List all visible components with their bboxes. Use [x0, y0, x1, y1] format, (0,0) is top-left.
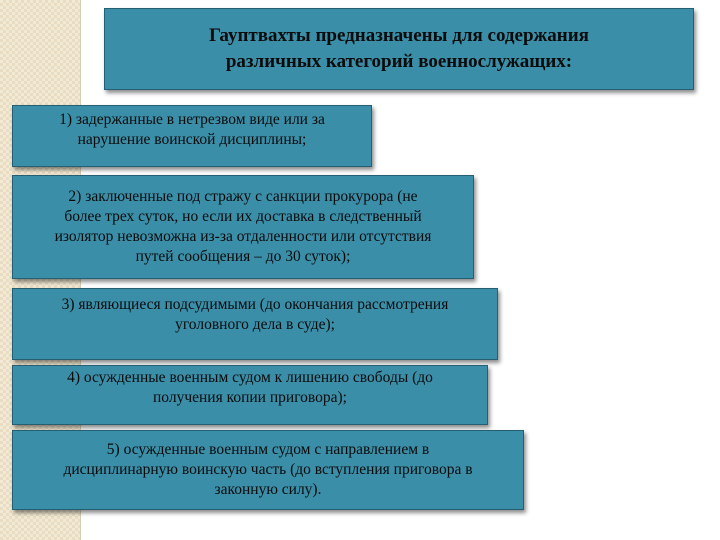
category-2-line-4: путей сообщения – до 30 суток);: [135, 248, 351, 265]
category-2-line-3: изолятор невозможна из-за отдаленности или отсутствия: [54, 228, 432, 245]
connector-item-3: [498, 91, 592, 322]
category-box-4: [12, 365, 488, 425]
connector-item-5: [524, 91, 592, 470]
category-box-2: [12, 175, 474, 279]
category-2-line-1: 2) заключенные под стражу с санкции прокурора (не: [68, 188, 418, 205]
category-box-3: [12, 288, 498, 360]
category-5-line-3: законную силу).: [214, 481, 322, 498]
category-box-5: [12, 430, 524, 510]
connector-item-1: [372, 91, 592, 106]
heading-box: [104, 8, 694, 90]
category-1-line-1: 1) задержанные в нетрезвом виде или за: [59, 111, 325, 128]
category-1-line-2: нарушение воинской дисциплины;: [77, 131, 307, 148]
category-4-line-1: 4) осужденные военным судом к лишению свободы (до: [67, 369, 433, 386]
connector-item-4: [488, 91, 592, 395]
category-2-line-2: более трех суток, но если их доставка в следственный: [64, 208, 422, 225]
category-5-line-2: дисциплинарную воинскую часть (до вступления приговора в: [63, 461, 473, 478]
connector-item-2: [474, 91, 592, 222]
category-3-line-2: уголовного дела в суде);: [175, 316, 335, 333]
heading-line-2: различных категорий военнослужащих:: [225, 51, 573, 72]
category-3-line-1: 3) являющиеся подсудимыми (до окончания рассмотрения: [61, 296, 449, 313]
category-box-1: [12, 105, 372, 167]
heading-line-1: Гауптвахты предназначены для содержания: [209, 25, 589, 46]
category-4-line-2: получения копии приговора);: [153, 389, 347, 406]
category-5-line-1: 5) осужденные военным судом с направлением в: [106, 441, 430, 458]
